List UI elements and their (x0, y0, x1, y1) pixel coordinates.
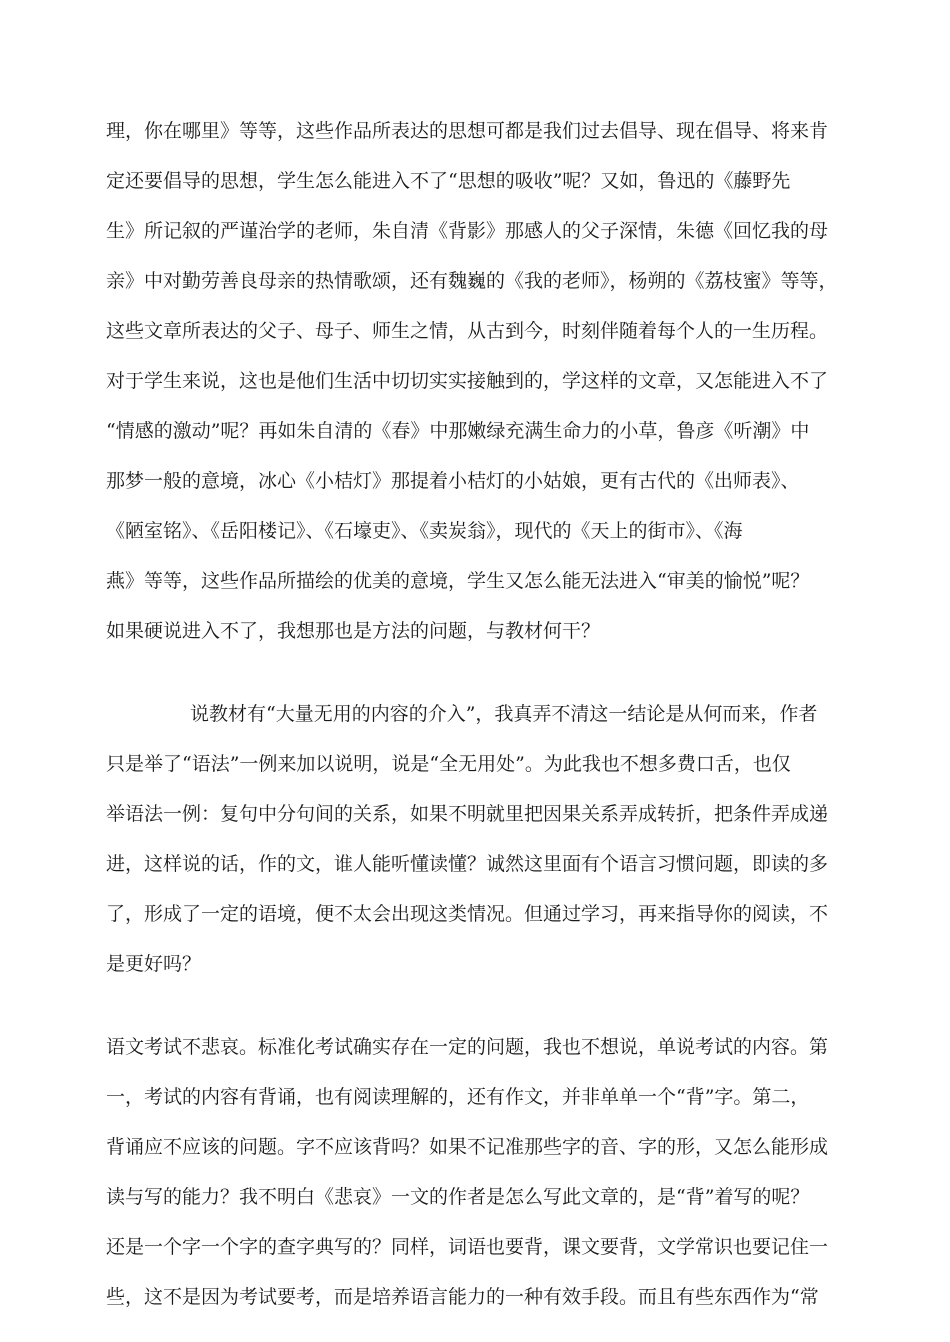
text-line: 亲》中对勤劳善良母亲的热情歌颂，还有魏巍的《我的老师》，杨朔的《荔枝蜜》等等， (106, 270, 838, 292)
text-line: “情感的激动”呢？再如朱自清的《春》中那嫩绿充满生命力的小草，鲁彦《听潮》中 (106, 420, 810, 442)
text-line: 只是举了“语法”一例来加以说明，说是“全无用处”。为此我也不想多费口舌，也仅 (106, 753, 791, 775)
text-line: 燕》等等，这些作品所描绘的优美的意境，学生又怎么能无法进入“审美的愉悦”呢？ (106, 570, 810, 592)
text-line: 背诵应不应该的问题。字不应该背吗？如果不记准那些字的音、字的形，又怎么能形成 (106, 1136, 829, 1158)
text-line: 如果硬说进入不了，我想那也是方法的问题，与教材何干？ (106, 620, 601, 642)
text-line: 些，这不是因为考试要考，而是培养语言能力的一种有效手段。而且有些东西作为“常 (106, 1286, 819, 1308)
text-line: 那梦一般的意境，冰心《小桔灯》那提着小桔灯的小姑娘，更有古代的《出师表》、 (106, 470, 800, 492)
text-line: 说教材有“大量无用的内容的介入”，我真弄不清这一结论是从何而来，作者 (190, 703, 818, 725)
text-line: 了，形成了一定的语境，便不太会出现这类情况。但通过学习，再来指导你的阅读，不 (106, 903, 829, 925)
text-line: 理，你在哪里》等等，这些作品所表达的思想可都是我们过去倡导、现在倡导、将来肯 (106, 120, 829, 142)
text-line: 语文考试不悲哀。标准化考试确实存在一定的问题，我也不想说，单说考试的内容。第 (106, 1036, 829, 1058)
text-line: 对于学生来说，这也是他们生活中切切实实接触到的，学这样的文章，又怎能进入不了 (106, 370, 829, 392)
text-line: 这些文章所表达的父子、母子、师生之情，从古到今，时刻伴随着每个人的一生历程。 (106, 320, 829, 342)
text-line: 生》所记叙的严谨治学的老师，朱自清《背影》那感人的父子深情，朱德《回忆我的母 (106, 220, 829, 242)
text-line: 定还要倡导的思想，学生怎么能进入不了“思想的吸收”呢？又如，鲁迅的《藤野先 (106, 170, 791, 192)
text-line: 一，考试的内容有背诵，也有阅读理解的，还有作文，并非单单一个“背”字。第二， (106, 1086, 810, 1108)
text-line: 举语法一例：复句中分句间的关系，如果不明就里把因果关系弄成转折，把条件弄成递 (106, 803, 829, 825)
text-line: 还是一个字一个字的查字典写的？同样，词语也要背，课文要背，文学常识也要记住一 (106, 1236, 829, 1258)
text-line: 《陋室铭》、《岳阳楼记》、《石壕吏》、《卖炭翁》，现代的《天上的街市》、《海 (106, 520, 743, 542)
text-line: 进，这样说的话，作的文，谁人能听懂读懂？诚然这里面有个语言习惯问题，即读的多 (106, 853, 829, 875)
text-line: 读与写的能力？我不明白《悲哀》一文的作者是怎么写此文章的，是“背”着写的呢？ (106, 1186, 810, 1208)
text-line: 是更好吗？ (106, 953, 202, 975)
